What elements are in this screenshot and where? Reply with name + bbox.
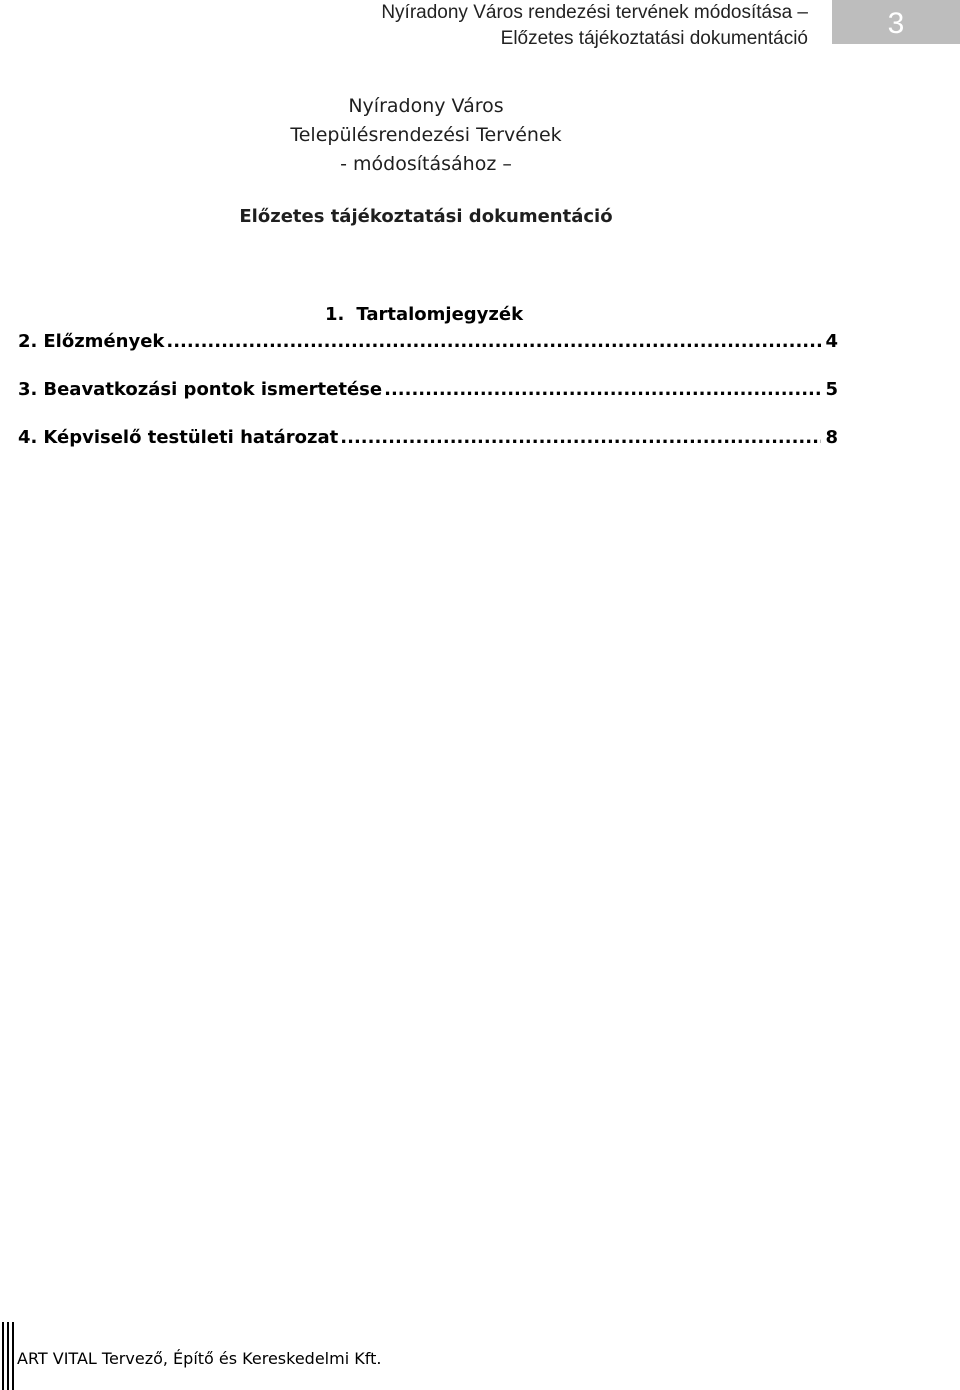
toc-entry-label: Képviselő testületi határozat	[43, 427, 339, 448]
table-of-contents	[18, 328, 838, 472]
toc-heading-number: 1.	[325, 304, 345, 325]
toc-entry-page: 4	[825, 331, 838, 352]
toc-heading	[325, 301, 523, 329]
title-line-2: Településrendezési Tervének	[290, 124, 562, 146]
toc-entry-label: Előzmények	[43, 331, 165, 352]
title-line-3: - módosításához –	[340, 153, 512, 175]
toc-dot-leader	[166, 328, 821, 356]
toc-entry[interactable]	[18, 376, 838, 424]
toc-entry[interactable]	[18, 424, 838, 472]
page-number: 3	[887, 7, 905, 40]
toc-entry-number: 3.	[18, 379, 38, 400]
document-title	[0, 92, 852, 179]
toc-entry-page: 5	[825, 379, 838, 400]
toc-entry[interactable]	[18, 328, 838, 376]
header-line-2: Előzetes tájékoztatási dokumentáció	[500, 28, 808, 49]
header-line-1: Nyíradony Város rendezési tervének módosítása –	[381, 2, 808, 23]
footer-company: ART VITAL Tervező, Építő és Kereskedelmi Kft.	[17, 1349, 382, 1368]
document-subtitle: Előzetes tájékoztatási dokumentáció	[239, 206, 613, 227]
toc-entry-label: Beavatkozási pontok ismertetése	[43, 379, 383, 400]
toc-heading-label: Tartalomjegyzék	[356, 304, 524, 325]
toc-dot-leader	[384, 376, 821, 404]
title-line-1: Nyíradony Város	[348, 95, 504, 117]
running-header	[381, 0, 808, 52]
toc-entry-page: 8	[825, 427, 838, 448]
toc-dot-leader	[340, 424, 821, 452]
toc-entry-number: 4.	[18, 427, 38, 448]
page-number-box	[832, 0, 960, 44]
toc-entry-number: 2.	[18, 331, 38, 352]
